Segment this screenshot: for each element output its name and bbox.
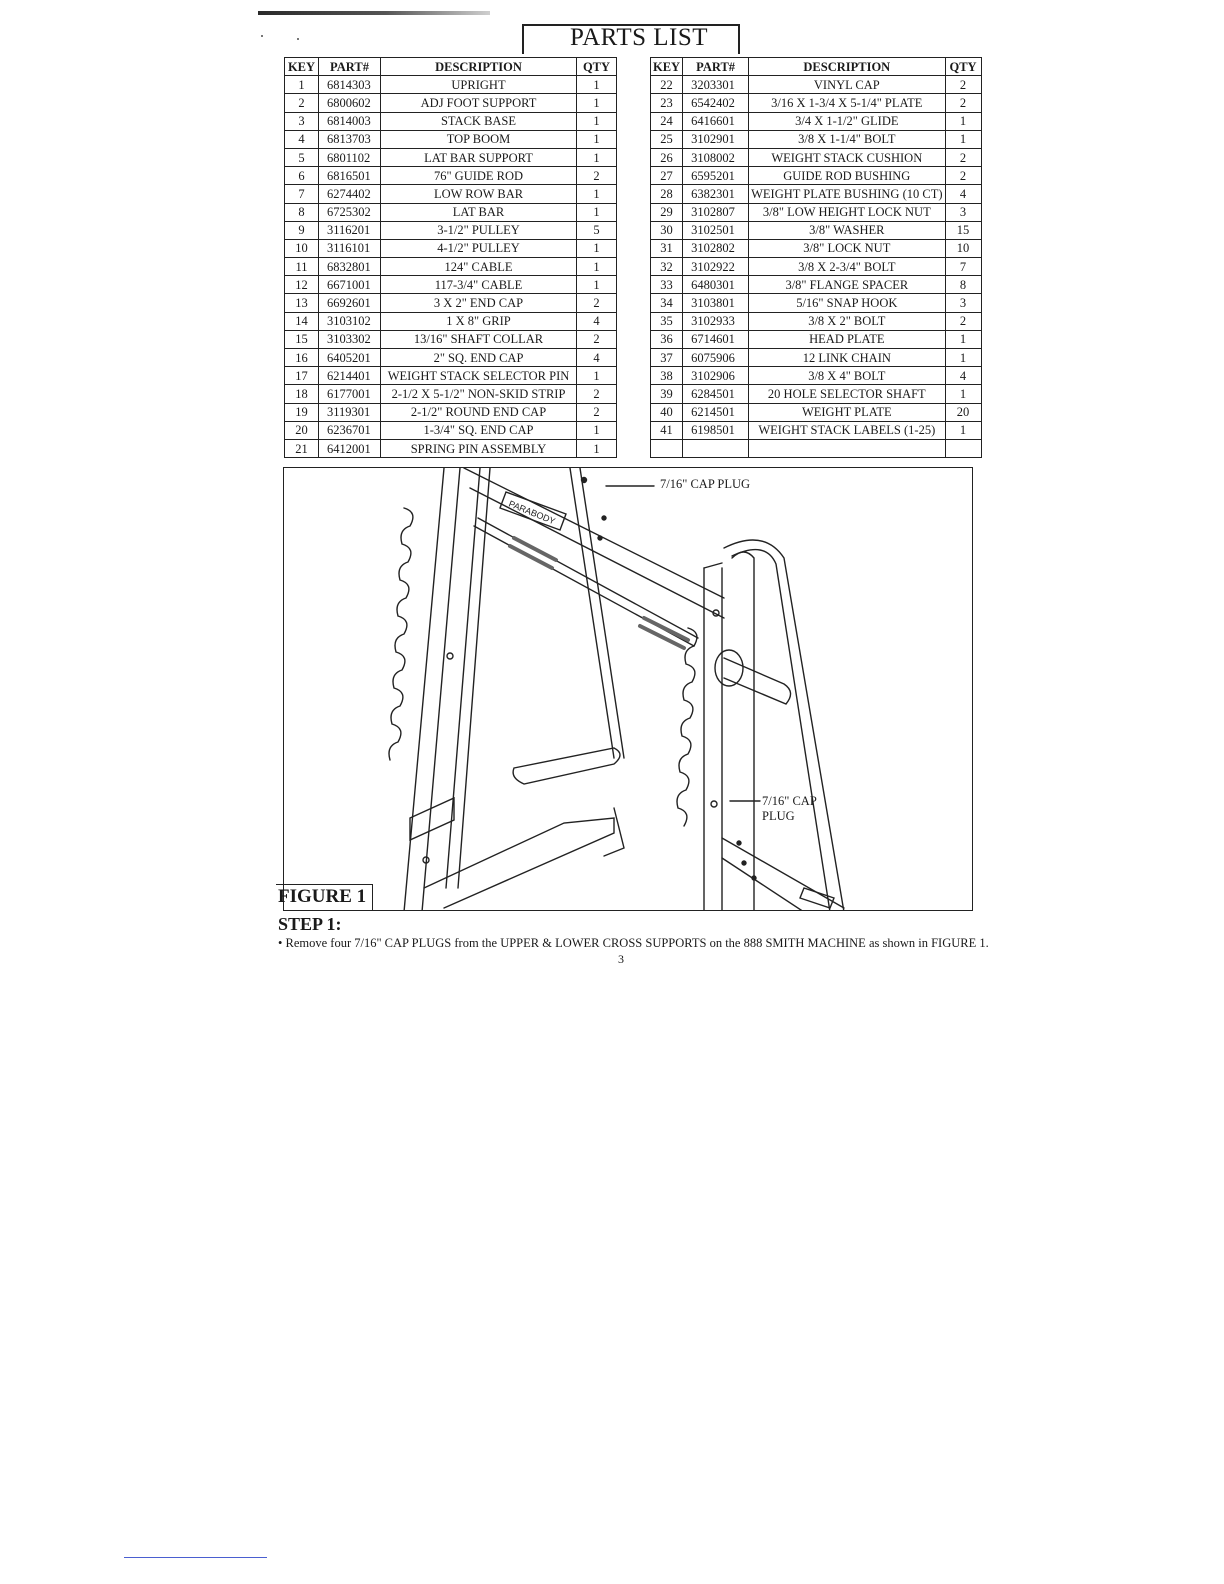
cell-qty: 1 [945,349,981,367]
table-row [651,421,982,439]
cell-qty: 5 [577,221,617,239]
cell-part: 6814303 [319,76,381,94]
cell-description: 12 LINK CHAIN [749,349,945,367]
cell-qty: 1 [577,148,617,166]
cell-part: 6236701 [319,421,381,439]
cell-description: STACK BASE [381,112,577,130]
cell-part: 6412001 [319,439,381,457]
table-row [651,330,982,348]
table-row [285,185,617,203]
cell-key: 21 [285,439,319,457]
cell-description: 3/16 X 1-3/4 X 5-1/4" PLATE [749,94,945,112]
table-row [285,294,617,312]
cell-description: HEAD PLATE [749,330,945,348]
cell-part: 3102807 [683,203,749,221]
table-row [651,203,982,221]
cell-key: 20 [285,421,319,439]
page-number: 3 [618,952,624,966]
cap-plug-hole [602,516,606,520]
cell-qty: 2 [577,385,617,403]
cell-description: SPRING PIN ASSEMBLY [381,439,577,457]
cell-key: 19 [285,403,319,421]
table-row [285,258,617,276]
table-row [651,239,982,257]
column-header-description: DESCRIPTION [749,58,945,76]
cell-key: 28 [651,185,683,203]
cap-plug-hole [752,876,756,880]
cell-description: 3/8" WASHER [749,221,945,239]
table-row [651,276,982,294]
cell-description: VINYL CAP [749,76,945,94]
empty-cell [945,439,981,457]
table-row [651,385,982,403]
cell-key: 12 [285,276,319,294]
cell-part: 6284501 [683,385,749,403]
table-row [285,385,617,403]
column-header-part: PART# [319,58,381,76]
cell-part: 3102933 [683,312,749,330]
cell-key: 15 [285,330,319,348]
cell-qty: 1 [577,94,617,112]
cell-description: 5/16" SNAP HOOK [749,294,945,312]
bar-grip-right [640,618,688,648]
right-sleeve [724,658,791,704]
cell-description: WEIGHT PLATE [749,403,945,421]
cell-part: 3103102 [319,312,381,330]
table-row [651,94,982,112]
cell-key: 34 [651,294,683,312]
cell-part: 6671001 [319,276,381,294]
table-row [651,148,982,166]
cell-part: 6214501 [683,403,749,421]
cell-key: 18 [285,385,319,403]
cap-plug-hole [737,841,741,845]
table-row [651,76,982,94]
cell-key: 36 [651,330,683,348]
table-row [651,258,982,276]
cell-part: 6542402 [683,94,749,112]
cell-description: WEIGHT STACK SELECTOR PIN [381,367,577,385]
callout-cap-plug-top: 7/16" CAP PLUG [660,477,751,491]
cell-part: 6813703 [319,130,381,148]
column-header-key: KEY [285,58,319,76]
scan-speck [297,38,299,40]
cell-key: 31 [651,239,683,257]
parts-table-right-body [651,76,982,458]
column-header-key: KEY [651,58,683,76]
cell-description: 1 X 8" GRIP [381,312,577,330]
cell-key: 35 [651,312,683,330]
cell-qty: 3 [945,294,981,312]
left-hook-rail [389,508,413,760]
cell-key: 6 [285,167,319,185]
parts-table-left-body [285,76,617,458]
table-row [651,112,982,130]
cell-qty: 20 [945,403,981,421]
cell-qty: 1 [577,439,617,457]
cell-qty: 2 [945,312,981,330]
scan-artifact-line [258,11,490,15]
table-row [285,276,617,294]
cell-part: 6692601 [319,294,381,312]
cell-qty: 1 [577,203,617,221]
cell-part: 6595201 [683,167,749,185]
cell-description: WEIGHT STACK CUSHION [749,148,945,166]
lower-left-base [424,818,614,908]
empty-cell [749,439,945,457]
cap-plug-hole [742,861,746,865]
cell-key: 13 [285,294,319,312]
cell-part: 3103302 [319,330,381,348]
cell-qty: 4 [577,349,617,367]
cell-part: 3103801 [683,294,749,312]
column-header-qty: QTY [945,58,981,76]
cell-description: 2-1/2 X 5-1/2" NON-SKID STRIP [381,385,577,403]
cell-qty: 4 [945,367,981,385]
cell-part: 3102501 [683,221,749,239]
cell-description: 3/8" FLANGE SPACER [749,276,945,294]
scan-artifact-rule [124,1557,267,1558]
table-row [285,403,617,421]
cell-qty: 2 [577,167,617,185]
cell-qty: 7 [945,258,981,276]
cell-key: 41 [651,421,683,439]
callout-cap-plug-bottom: 7/16" CAP [762,794,817,808]
cell-part: 6832801 [319,258,381,276]
table-header-row [285,58,617,76]
cell-description: WEIGHT PLATE BUSHING (10 CT) [749,185,945,203]
cell-part: 3102906 [683,367,749,385]
cell-description: LAT BAR [381,203,577,221]
table-row [285,330,617,348]
table-row [285,130,617,148]
guide-rod-left [570,468,624,758]
left-front-upright [404,468,460,911]
cell-key: 22 [651,76,683,94]
cell-key: 17 [285,367,319,385]
figure-1-illustration [283,467,973,911]
table-row [285,112,617,130]
cell-part: 6814003 [319,112,381,130]
cell-description: 13/16" SHAFT COLLAR [381,330,577,348]
cell-part: 6416601 [683,112,749,130]
step-instruction: • Remove four 7/16" CAP PLUGS from the UPPER & LOWER CROSS SUPPORTS on the 888 SMITH MACHINE as shown in FIGURE 1. [278,936,989,950]
cell-key: 4 [285,130,319,148]
table-row [651,130,982,148]
parts-table-left [284,57,617,458]
cell-qty: 1 [577,258,617,276]
cell-qty: 1 [577,276,617,294]
cell-key: 8 [285,203,319,221]
table-row [285,349,617,367]
left-bracket [410,798,454,840]
cell-part: 6816501 [319,167,381,185]
cell-description: 3/8 X 2-3/4" BOLT [749,258,945,276]
cell-key: 26 [651,148,683,166]
smith-machine-drawing [284,468,973,911]
table-row [285,221,617,239]
cell-qty: 2 [945,94,981,112]
cell-key: 2 [285,94,319,112]
cell-qty: 1 [945,330,981,348]
cell-description: UPRIGHT [381,76,577,94]
cell-part: 3102922 [683,258,749,276]
scan-speck [261,35,263,37]
bolt [711,801,717,807]
cell-qty: 2 [945,148,981,166]
cell-qty: 10 [945,239,981,257]
cell-description: 2" SQ. END CAP [381,349,577,367]
page-title: PARTS LIST [570,24,709,51]
right-hook-rail [677,628,697,826]
table-row [285,421,617,439]
cell-description: 76" GUIDE ROD [381,167,577,185]
cell-part: 6801102 [319,148,381,166]
cell-qty: 2 [577,330,617,348]
cell-part: 6480301 [683,276,749,294]
cell-qty: 15 [945,221,981,239]
cell-part: 6714601 [683,330,749,348]
cell-key: 23 [651,94,683,112]
step-heading: STEP 1: [278,914,342,934]
cell-key: 1 [285,76,319,94]
cell-key: 16 [285,349,319,367]
cell-description: 3/8" LOCK NUT [749,239,945,257]
table-row [651,403,982,421]
cap-plug-hole [582,478,587,483]
table-row [651,185,982,203]
cell-key: 38 [651,367,683,385]
figure-label: FIGURE 1 [278,886,367,907]
cell-part: 6198501 [683,421,749,439]
cell-part: 6177001 [319,385,381,403]
column-header-qty: QTY [577,58,617,76]
column-header-part: PART# [683,58,749,76]
right-base [722,838,844,911]
table-row [651,167,982,185]
cell-description: LOW ROW BAR [381,185,577,203]
cell-qty: 1 [577,76,617,94]
callout-cap-plug-bottom-line2: PLUG [762,809,795,823]
cell-part: 3116101 [319,239,381,257]
table-row [651,367,982,385]
right-arch [724,540,844,911]
cell-qty: 1 [577,421,617,439]
cell-description: 3/8 X 2" BOLT [749,312,945,330]
cap-plug-hole [598,536,602,540]
table-row [285,312,617,330]
cell-part: 6800602 [319,94,381,112]
cell-key: 37 [651,349,683,367]
table-row [285,439,617,457]
cell-key: 11 [285,258,319,276]
table-row [285,167,617,185]
cell-qty: 2 [945,167,981,185]
cell-part: 6214401 [319,367,381,385]
cell-part: 6405201 [319,349,381,367]
cell-key: 33 [651,276,683,294]
cell-description: 3/4 X 1-1/2" GLIDE [749,112,945,130]
cell-qty: 1 [945,385,981,403]
cell-key: 7 [285,185,319,203]
cell-key: 24 [651,112,683,130]
cell-description: 3/8 X 1-1/4" BOLT [749,130,945,148]
cell-part: 6274402 [319,185,381,203]
cell-key: 32 [651,258,683,276]
bar-grip-left [510,538,556,568]
column-header-description: DESCRIPTION [381,58,577,76]
cell-description: LAT BAR SUPPORT [381,148,577,166]
bolt [447,653,453,659]
cell-qty: 2 [577,294,617,312]
cell-part: 3102802 [683,239,749,257]
table-row-empty [651,439,982,457]
cell-part: 3119301 [319,403,381,421]
cell-description: GUIDE ROD BUSHING [749,167,945,185]
table-row [285,239,617,257]
cell-qty: 1 [577,185,617,203]
cell-key: 14 [285,312,319,330]
cell-description: 3/8" LOW HEIGHT LOCK NUT [749,203,945,221]
cell-key: 40 [651,403,683,421]
cell-key: 29 [651,203,683,221]
cell-key: 39 [651,385,683,403]
cell-description: TOP BOOM [381,130,577,148]
lower-cross-support [513,748,620,784]
cell-qty: 3 [945,203,981,221]
cell-description: 3 X 2" END CAP [381,294,577,312]
cell-qty: 1 [945,421,981,439]
cell-description: 4-1/2" PULLEY [381,239,577,257]
table-row [651,221,982,239]
cell-description: 3/8 X 4" BOLT [749,367,945,385]
table-row [285,76,617,94]
cell-description: 117-3/4" CABLE [381,276,577,294]
cell-qty: 4 [577,312,617,330]
table-row [285,203,617,221]
cell-key: 9 [285,221,319,239]
cell-key: 25 [651,130,683,148]
cell-description: 124" CABLE [381,258,577,276]
cell-description: ADJ FOOT SUPPORT [381,94,577,112]
cell-part: 3108002 [683,148,749,166]
cell-qty: 2 [577,403,617,421]
table-header-row [651,58,982,76]
cell-qty: 1 [577,112,617,130]
table-row [651,312,982,330]
cell-qty: 1 [577,367,617,385]
cell-part: 6075906 [683,349,749,367]
cell-part: 3102901 [683,130,749,148]
cell-key: 30 [651,221,683,239]
table-row [285,148,617,166]
cell-qty: 1 [577,130,617,148]
parts-table-right [650,57,982,458]
cell-description: 2-1/2" ROUND END CAP [381,403,577,421]
empty-cell [683,439,749,457]
cell-key: 5 [285,148,319,166]
cell-description: 20 HOLE SELECTOR SHAFT [749,385,945,403]
cell-qty: 2 [945,76,981,94]
table-row [285,367,617,385]
cell-part: 3203301 [683,76,749,94]
cell-key: 3 [285,112,319,130]
cell-part: 6725302 [319,203,381,221]
cell-key: 10 [285,239,319,257]
cell-part: 3116201 [319,221,381,239]
cell-key: 27 [651,167,683,185]
cell-qty: 4 [945,185,981,203]
table-row [651,349,982,367]
right-rear-post [732,552,754,911]
cell-qty: 1 [945,130,981,148]
right-front-upright [704,568,722,911]
cell-part: 6382301 [683,185,749,203]
table-row [285,94,617,112]
cell-description: 3-1/2" PULLEY [381,221,577,239]
cell-qty: 1 [945,112,981,130]
cell-description: 1-3/4" SQ. END CAP [381,421,577,439]
cell-qty: 8 [945,276,981,294]
brand-label: PARABODY [507,498,557,527]
empty-cell [651,439,683,457]
cell-description: WEIGHT STACK LABELS (1-25) [749,421,945,439]
table-row [651,294,982,312]
cell-qty: 1 [577,239,617,257]
